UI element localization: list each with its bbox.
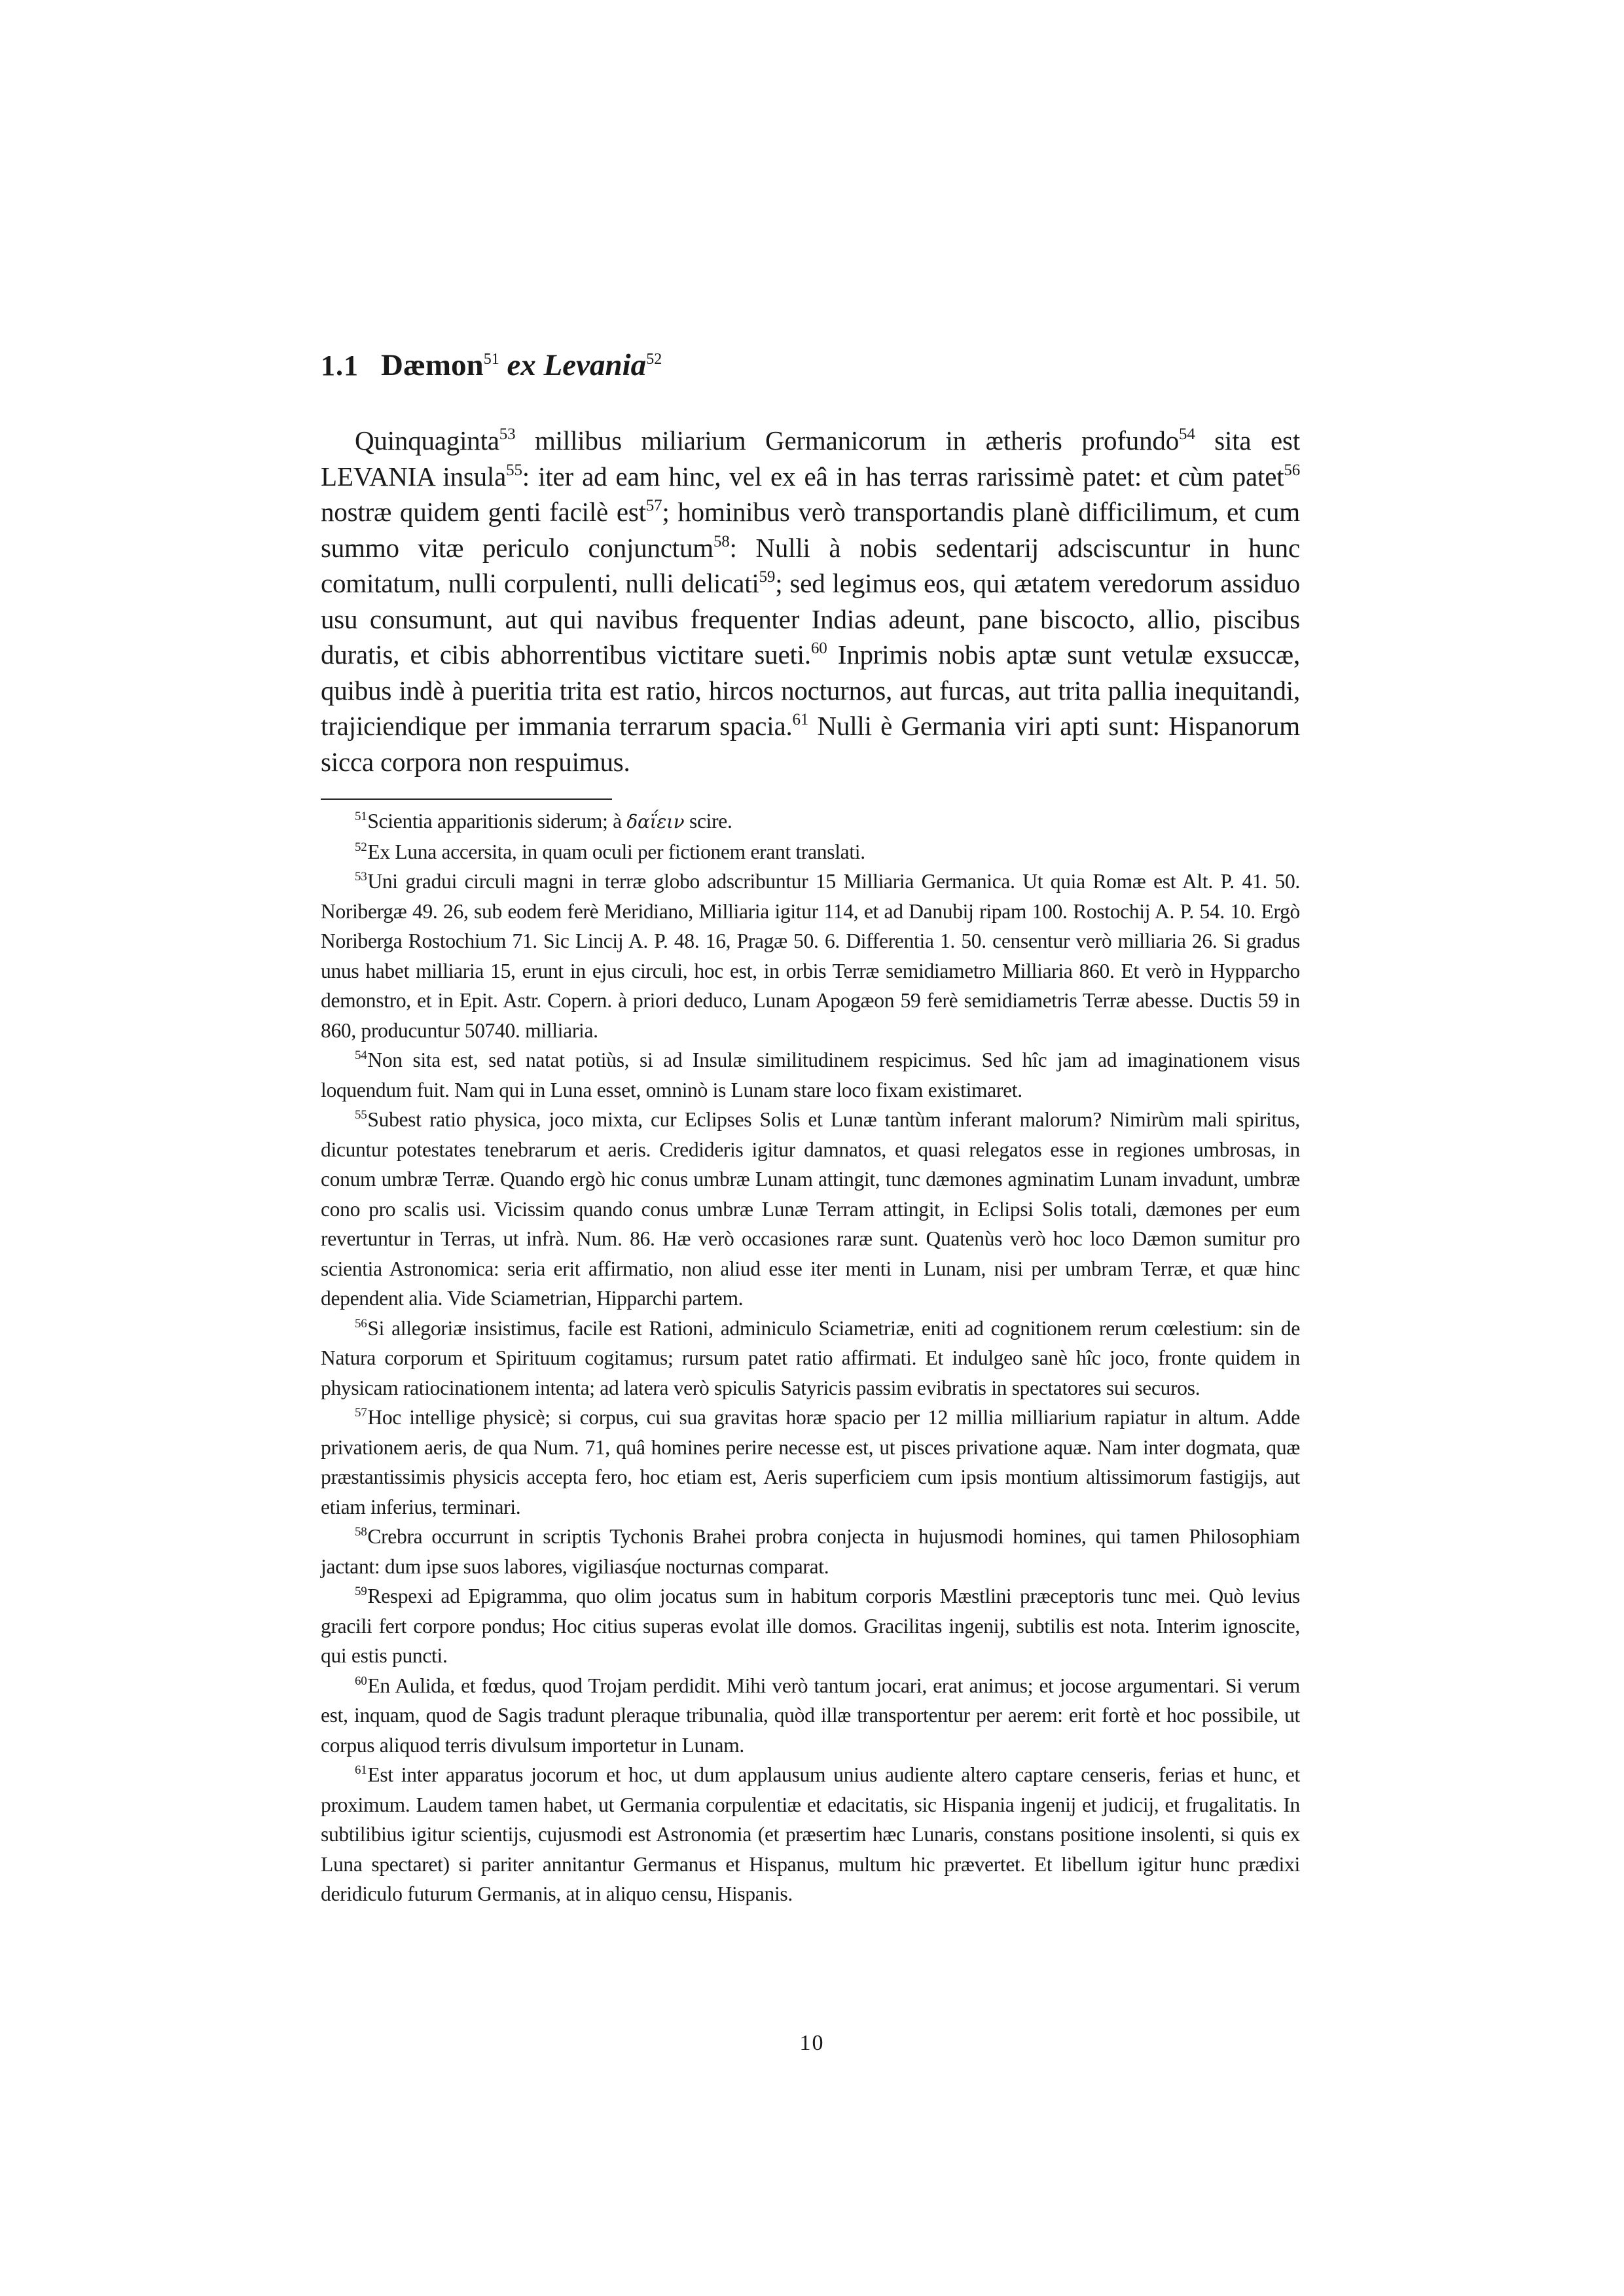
footnote-text: Si allegoriæ insistimus, facile est Rationi, adminiculo Sciametriæ, eniti ad cognitionem rerum cœlestium: sin de Natura corporum et Spirituum cogitamus; rursum patet ratio affirmati. Et indulgeo sanè hîc joco, fronte quidem in physicam ratiocinationem intenta; ad latera verò spiculis Satyricis passim evibratis in spectatores sui securos. [321,1316,1300,1399]
title-word: Dæmon [381,348,484,382]
footnotes-section [321,806,1300,1909]
footnote-55 [321,1105,1300,1314]
section-number: 1.1 [321,350,359,382]
footnote-number: 58 [355,1525,367,1539]
footnote-ref[interactable]: 52 [646,351,662,368]
footnote-text: Uni gradui circuli magni in terræ globo adscribuntur 15 Milliaria Germanica. Ut quia Romæ est Alt. P. 41. 50. Noribergæ 49. 26, sub eodem ferè Meridiano, Milliaria igitur 114, et ad Danubij ripam 100. Rostochij A. P. 54. 10. Ergò Noriberga Rostochium 71. Sic Lincij A. P. 48. 16, Pragæ 50. 6. Differentia 1. 50. censentur verò milliaria 26. Si gradus unus habet milliaria 15, erunt in ejus circuli, hoc est, in orbis Terræ semidiametro Milliaria 860. Et verò in Hypparcho demonstro, et in Epit. Astr. Copern. à priori deduco, Lunam Apogæon 59 ferè semidiametris Terræ abesse. Ductis 59 in 860, producuntur 50740. milliaria. [321,870,1300,1042]
title-italic: ex Levania [507,348,647,382]
body-text: ; hominibus verò transportandis planè difficilimum, et cum summo vitæ periculo conjunctum [321,497,1300,563]
footnote-number: 57 [355,1406,367,1420]
footnote-ref[interactable]: 57 [645,497,662,514]
body-text: millibus miliarium Germanicorum in ætheris profundo [515,425,1180,456]
footnote-text: Ex Luna accersita, in quam oculi per fictionem erant translati. [367,840,865,863]
footnote-number: 51 [355,810,367,823]
footnote-number: 56 [355,1316,367,1331]
body-text: Nulli è Germania viri apti sunt: Hispanorum sicca corpora non respuimus. [321,711,1300,777]
footnote-text: Est inter apparatus jocorum et hoc, ut dum applausum unius audiente altero captare censeris, ferias et hunc, et proximum. Laudem tamen habet, ut Germania corpulentiæ et edacitatis, sic Hispania ingenij et judicij, et frugalitatis. In subtilibius igitur scientijs, cujusmodi est Astronomia (et præsertim hæc Lunaris, constans positione insolenti, si quis ex Luna spectaret) si pariter annitantur Germanus et Hispanus, multum hic prævertet. Et libellum igitur hunc prædixi deridiculo futurum Germanis, at in aliquo censu, Hispanis. [321,1763,1300,1905]
greek-word: δαΐειν [626,811,685,833]
footnote-ref[interactable]: 58 [713,532,730,550]
footnote-61 [321,1760,1300,1909]
body-text: : iter ad eam hinc, vel ex eâ in has terras rarissimè patet: et cùm patet [522,461,1284,492]
footnote-text: Hoc intellige physicè; si corpus, cui sua gravitas horæ spacio per 12 millia milliarium rapiatur in altum. Adde privationem aeris, de qua Num. 71, quâ homines perire necesse est, ut pisces privatione aquæ. Nam inter dogmata, quæ præstantissimis physicis accepta fero, hoc etiam est, Aeris superficiem cum ipsis montium altissimorum fastigijs, aut etiam inferius, terminari. [321,1406,1300,1518]
footnote-number: 61 [355,1763,367,1777]
footnote-ref[interactable]: 59 [759,568,776,586]
body-text: ; sed legimus eos, qui ætatem veredorum assiduo usu consumunt, aut qui navibus frequenter Indias adeunt, pane biscocto, allio, piscibus duratis, et cibis abhorrentibus victitare sueti. [321,568,1300,670]
footnote-text: Non sita est, sed natat potiùs, si ad Insulæ similitudinem respicimus. Sed hîc jam ad imaginationem visus loquendum fuit. Nam qui in Luna esset, omninò is Lunam stare loco fixam existimaret. [321,1049,1300,1102]
body-text: sita est LEVANIA insula [321,425,1301,492]
footnote-ref[interactable]: 56 [1284,461,1300,479]
footnote-ref[interactable]: 60 [810,639,827,657]
footnote-text: En Aulida, et fœdus, quod Trojam perdidit. Mihi verò tantum jocari, erat animus; et jocose argumentari. Si verum est, inquam, quod de Sagis tradunt pleraque tribunalia, quòd illæ transportentur per aerem: erit fortè et hoc possibile, ut corpus aliquod terris divulsum importetur in Lunam. [321,1674,1300,1757]
body-text: Inprimis nobis aptæ sunt vetulæ exsuccæ, quibus indè à pueritia trita est ratio, hircos nocturnos, aut furcas, aut trita pallia inequitandi, trajiciendique per immania terrarum spacia. [321,639,1300,741]
footnote-text: Scientia apparitionis siderum; à [367,810,627,833]
footnote-number: 53 [355,870,367,884]
body-text: : Nulli à nobis sedentarij adsciscuntur in hunc comitatum, nulli corpulenti, nulli delicati [321,532,1300,598]
body-text: Quinquaginta [355,425,499,456]
footnote-ref[interactable]: 51 [483,351,499,368]
footnote-divider [321,798,612,800]
footnote-number: 52 [355,840,367,854]
section-title [381,346,662,385]
footnote-56 [321,1314,1300,1403]
footnote-number: 55 [355,1108,367,1122]
footnote-57 [321,1403,1300,1522]
footnote-number: 54 [355,1049,367,1062]
main-paragraph [321,423,1300,780]
footnote-58 [321,1522,1300,1581]
footnote-text: Crebra occurrunt in scriptis Tychonis Brahei probra conjecta in hujusmodi homines, qui tamen Philosophiam jactant: dum ipse suos labores, vigiliasq́ue nocturnas comparat. [321,1525,1300,1578]
footnote-52 [321,837,1300,867]
footnote-number: 59 [355,1585,367,1598]
footnote-ref[interactable]: 54 [1179,425,1195,443]
body-text: nostræ quidem genti facilè est [321,497,646,527]
footnote-text: Subest ratio physica, joco mixta, cur Eclipses Solis et Lunæ tantùm inferant malorum? Nimirùm mali spiritus, dicuntur potestates tenebrarum et aeris. Credideris igitur damnatos, et quasi relegatos esse in regiones umbrosas, in conum umbræ Terræ. Quando ergò hic conus umbræ Lunam attingit, tunc dæmones agminatim Lunam invadunt, umbræ cono pro scalis usi. Vicissim quando conus umbræ Lunæ Terram attingit, in Eclipsi Solis totali, dæmones per eum revertuntur in Terras, ut infrà. Num. 86. Hæ verò occasiones raræ sunt. Quatenùs verò hoc loco Dæmon sumitur pro scientia Astronomica: seria erit affirmatio, non aliud esse iter menti in Lunam, nisi per umbram Terræ, et quæ hinc dependent alia. Vide Sciametrian, Hipparchi partem. [321,1108,1300,1310]
footnote-59 [321,1581,1300,1671]
footnote-text: scire. [684,810,732,833]
footnote-number: 60 [355,1674,367,1688]
page-column [321,346,1300,780]
section-heading [321,346,1300,386]
footnote-53 [321,867,1300,1045]
footnote-text: Respexi ad Epigramma, quo olim jocatus sum in habitum corporis Mæstlini præceptoris tunc mei. Quò levius gracili fert corpore pondus; Hoc citius superas evolat ille domos. Gracilitas ingenij, subtilis est nota. Interim ignoscite, qui estis puncti. [321,1585,1300,1667]
footnote-ref[interactable]: 61 [792,711,809,728]
footnote-ref[interactable]: 53 [499,425,516,443]
page-number: 10 [799,2031,825,2055]
footnote-60 [321,1671,1300,1761]
footnote-54 [321,1045,1300,1105]
footnote-51 [321,806,1300,837]
footnote-ref[interactable]: 55 [506,461,522,479]
